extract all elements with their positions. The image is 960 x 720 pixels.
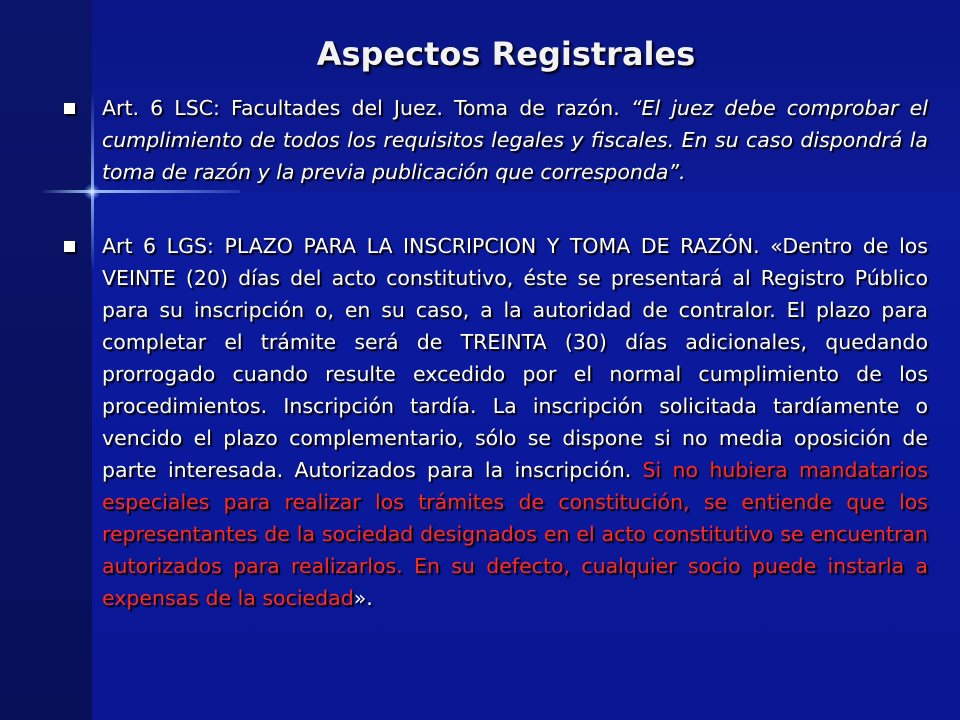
bullet-quote-text: “El juez debe comprobar el cumplimiento de todos los requisitos legales y fiscales. En su caso dispondrá la toma de razón y la previa publicación que corresponda”. <box>102 96 928 184</box>
square-bullet-icon <box>64 241 75 252</box>
bullet-art6-lsc <box>64 92 928 188</box>
bullet-body-text: Art 6 LGS: PLAZO PARA LA INSCRIPCION Y TOMA DE RAZÓN. «Dentro de los VEINTE (20) días del acto constitutivo, éste se presentará al Registro Público para su inscripción o, en su caso, a la autoridad de contralor. El plazo para completar el trámite será de TREINTA (30) días adicionales, quedando prorrogado cuando resulte excedido por el normal cumplimiento de los procedimientos. Inscripción tardía. La inscripción solicitada tardíamente o vencido el plazo complementario, sólo se dispone si no media oposición de parte interesada. Autorizados para la inscripción. <box>102 234 928 482</box>
bullet-highlight-text: Si no hubiera mandatarios especiales para realizar los trámites de constitución, se entiende que los representantes de la sociedad designados en el acto constitutivo se encuentran autorizados para realizarlos. En su defecto, cualquier socio puede instarla a expensas de la sociedad <box>102 458 928 610</box>
square-bullet-icon <box>64 103 75 114</box>
bullet-lead-text: Art. 6 LSC: Facultades del Juez. Toma de razón. <box>102 96 631 120</box>
bullet-closing-text: ». <box>353 586 373 610</box>
slide-title: Aspectos Registrales <box>316 35 696 73</box>
bullet-list <box>64 92 928 614</box>
bullet-art6-lgs <box>64 230 928 614</box>
